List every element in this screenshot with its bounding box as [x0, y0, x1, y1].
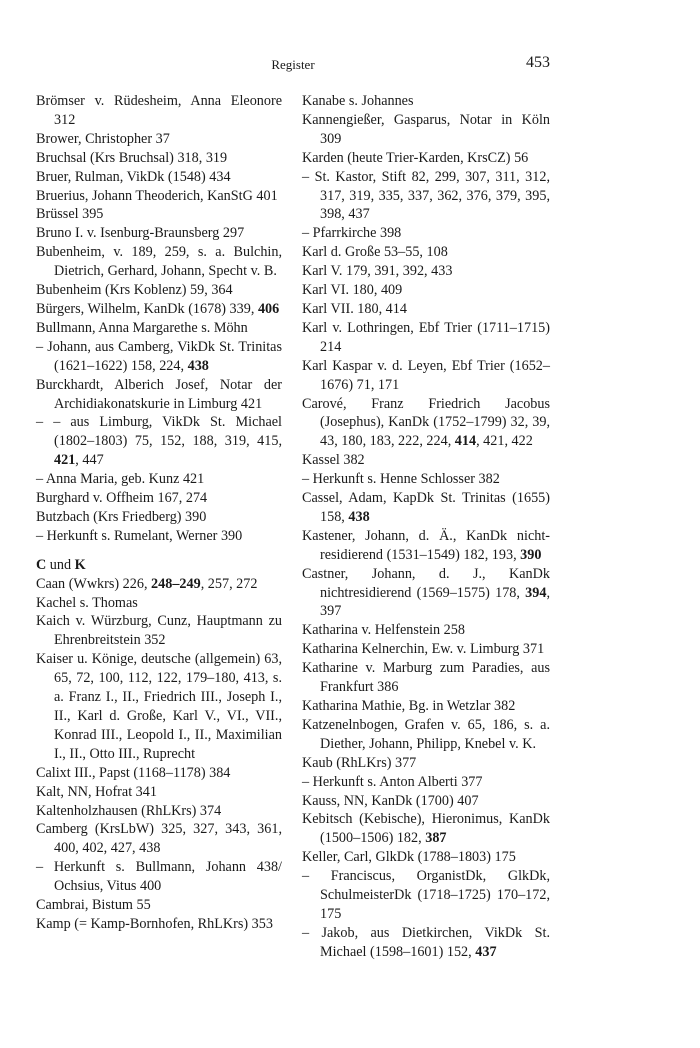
entry-text: Kaiser u. Könige, deutsche (allgemein) 63, 65, 72, 100, 112, 122, 179–180, 413, s. a. Franz I., II., Friedrich III., Joseph I., II., Karl d. Große, Karl V., VI., VII., Konrad III., Leopold I., II., Maximilian I., II., Otto III., Ruprecht	[36, 651, 282, 762]
index-entry	[36, 594, 282, 613]
entry-text: Camberg (KrsLbW) 325, 327, 343, 361, 400, 402, 427, 438	[36, 821, 282, 857]
entry-text: , 447	[75, 452, 104, 469]
bold-reference: 437	[475, 943, 497, 960]
entry-text: Calixt III., Papst (1168–1178) 384	[36, 764, 231, 781]
entry-text: Butzbach (Krs Friedberg) 390	[36, 508, 207, 525]
index-entry	[36, 650, 282, 763]
entry-text: Karl d. Große 53–55, 108	[302, 244, 448, 261]
index-entry	[36, 300, 282, 319]
index-entry	[36, 168, 282, 187]
index-entry	[36, 470, 282, 489]
entry-text: Katzenelnbogen, Grafen v. 65, 186, s. a. Diether, Johann, Philipp, Knebel v. K.	[302, 716, 550, 752]
index-entry	[302, 111, 550, 149]
entry-text: – Franciscus, OrganistDk, GlkDk, SchulmeisterDk (1718–1725) 170–172, 175	[302, 868, 550, 922]
entry-text: Kachel s. Thomas	[36, 594, 138, 611]
entry-text: Bullmann, Anna Margarethe s. Möhn	[36, 319, 248, 336]
entry-text: Kalt, NN, Hofrat 341	[36, 783, 157, 800]
index-column-left	[36, 92, 282, 934]
entry-text: und	[46, 556, 75, 573]
entry-text: Kamp (= Kamp-Bornhofen, RhLKrs) 353	[36, 915, 273, 932]
index-entry	[36, 413, 282, 470]
index-entry	[36, 319, 282, 338]
index-entry	[36, 149, 282, 168]
entry-text: – Herkunft s. Bullmann, Johann 438/ Ochsius, Vitus 400	[36, 859, 282, 895]
bold-reference: K	[74, 556, 86, 573]
index-entry	[302, 224, 550, 243]
index-entry	[302, 810, 550, 848]
entry-text: Kanabe s. Johannes	[302, 93, 414, 109]
index-entry	[302, 149, 550, 168]
bold-reference: 394	[525, 584, 547, 601]
entry-text: , 397	[320, 584, 550, 620]
index-entry	[302, 773, 550, 792]
index-entry	[302, 848, 550, 867]
entry-text: Bruchsal (Krs Bruchsal) 318, 319	[36, 149, 228, 166]
index-entry	[302, 924, 550, 962]
bold-reference: 438	[348, 508, 370, 525]
entry-text: Bruno I. v. Isenburg-Braunsberg 297	[36, 225, 245, 242]
entry-text: , 421, 422	[476, 433, 533, 450]
entry-text: Carové, Franz Friedrich Jacobus (Josephus), KanDk (1752–1799) 32, 39, 43, 180, 183, 222, 224,	[302, 395, 550, 450]
entry-text: – Johann, aus Camberg, VikDk St. Trinitas (1621–1622) 158, 224,	[36, 338, 282, 374]
index-entry	[36, 187, 282, 206]
running-head: Register	[271, 57, 315, 72]
index-entry	[302, 565, 550, 622]
bold-reference: 390	[520, 546, 542, 563]
page-number: 453	[526, 54, 550, 71]
bold-reference: 414	[454, 433, 477, 450]
entry-text: Kannengießer, Gasparus, Notar in Köln 309	[302, 111, 550, 147]
index-entry	[36, 508, 282, 527]
entry-text: Katharina Mathie, Bg. in Wetzlar 382	[302, 698, 516, 714]
bold-reference: 248–249	[151, 575, 201, 592]
index-entry	[36, 489, 282, 508]
index-entry	[36, 243, 282, 281]
index-entry	[302, 527, 550, 565]
index-entry	[36, 92, 282, 130]
index-entry	[302, 640, 550, 659]
index-entry	[302, 319, 550, 357]
entry-text: Keller, Carl, GlkDk (1788–1803) 175	[302, 849, 516, 866]
index-entry	[302, 168, 550, 225]
entry-text: Katharine v. Marburg zum Paradies, aus Frankfurt 386	[302, 660, 550, 696]
entry-text: Burghard v. Offheim 167, 274	[36, 490, 208, 507]
bold-reference: 406	[257, 300, 280, 317]
entry-text: Katharina Kelnerchin, Ew. v. Limburg 371	[302, 641, 545, 658]
index-entry	[36, 130, 282, 149]
index-column-right	[302, 92, 550, 962]
entry-text: – Jakob, aus Dietkirchen, VikDk St. Michael (1598–1601) 152,	[302, 924, 550, 960]
index-entry	[302, 489, 550, 527]
entry-text: – Herkunft s. Anton Alberti 377	[302, 773, 483, 790]
entry-text: Cassel, Adam, KapDk St. Trinitas (1655) 158,	[302, 490, 550, 525]
index-entry	[302, 243, 550, 262]
index-entry	[302, 792, 550, 811]
entry-text: Kaich v. Würzburg, Cunz, Hauptmann zu Ehrenbreitstein 352	[36, 613, 282, 649]
index-entry	[302, 470, 550, 489]
index-entry	[36, 205, 282, 224]
entry-text: Karl Kaspar v. d. Leyen, Ebf Trier (1652–1676) 71, 171	[302, 357, 550, 393]
index-entry	[302, 395, 550, 452]
entry-text: Caan (Wwkrs) 226,	[36, 575, 152, 592]
entry-text: , 257, 272	[200, 575, 258, 592]
bold-reference: C	[36, 556, 47, 573]
entry-text: – Herkunft s. Rumelant, Werner 390	[36, 527, 243, 544]
section-heading	[36, 556, 282, 575]
index-entry	[36, 764, 282, 783]
entry-text: Bubenheim (Krs Koblenz) 59, 364	[36, 282, 233, 299]
index-entry	[36, 338, 282, 376]
bold-reference: 421	[54, 452, 76, 469]
bold-reference: 387	[425, 830, 447, 847]
index-entry	[36, 612, 282, 650]
index-entry	[36, 915, 282, 934]
index-entry	[302, 659, 550, 697]
entry-text: Castner, Johann, d. J., KanDk nichtresidierend (1569–1575) 178,	[302, 565, 550, 601]
index-entry	[302, 697, 550, 716]
index-entry	[302, 716, 550, 754]
entry-text: Karl VI. 180, 409	[302, 282, 403, 299]
index-entry	[302, 621, 550, 640]
entry-text: Brüssel 395	[36, 206, 104, 223]
index-entry	[36, 281, 282, 300]
entry-text: Karl V. 179, 391, 392, 433	[302, 263, 453, 280]
entry-text: Kastener, Johann, d. Ä., KanDk nicht-residierend (1531–1549) 182, 193,	[302, 527, 550, 563]
entry-text: Kebitsch (Kebische), Hieronimus, KanDk (1500–1506) 182,	[302, 811, 550, 847]
index-entry	[36, 783, 282, 802]
entry-text: Bruerius, Johann Theoderich, KanStG 401	[36, 187, 278, 204]
index-entry	[36, 896, 282, 915]
entry-text: Burckhardt, Alberich Josef, Notar der Archidiakonatskurie in Limburg 421	[36, 376, 282, 412]
index-entry	[302, 867, 550, 924]
index-entry	[36, 527, 282, 546]
entry-text: Brömser v. Rüdesheim, Anna Eleonore 312	[36, 93, 282, 128]
entry-text: Karl VII. 180, 414	[302, 300, 407, 317]
entry-text: Brower, Christopher 37	[36, 130, 170, 147]
entry-text: Bürgers, Wilhelm, KanDk (1678) 339,	[36, 300, 258, 317]
entry-text: Bubenheim, v. 189, 259, s. a. Bulchin, Dietrich, Gerhard, Johann, Specht v. B.	[36, 244, 282, 280]
index-entry	[302, 300, 550, 319]
entry-text: – Pfarrkirche 398	[302, 225, 402, 242]
index-entry	[302, 92, 550, 111]
entry-text: Kauss, NN, KanDk (1700) 407	[302, 792, 479, 809]
entry-text: Katharina v. Helfenstein 258	[302, 622, 465, 639]
entry-text: Kaub (RhLKrs) 377	[302, 754, 417, 771]
entry-text: Karl v. Lothringen, Ebf Trier (1711–1715) 214	[302, 319, 550, 355]
index-entry	[36, 858, 282, 896]
index-entry	[302, 451, 550, 470]
index-entry	[36, 376, 282, 414]
index-entry	[302, 281, 550, 300]
index-entry	[36, 575, 282, 594]
entry-text: – St. Kastor, Stift 82, 299, 307, 311, 312, 317, 319, 335, 337, 362, 376, 379, 395, 398, 437	[302, 168, 550, 223]
index-entry	[36, 224, 282, 243]
entry-text: – Herkunft s. Henne Schlosser 382	[302, 471, 500, 488]
bold-reference: 438	[187, 357, 209, 374]
page-header	[36, 54, 550, 76]
index-entry	[36, 820, 282, 858]
entry-text: Bruer, Rulman, VikDk (1548) 434	[36, 168, 231, 185]
entry-text: – Anna Maria, geb. Kunz 421	[36, 471, 205, 488]
index-entry	[302, 754, 550, 773]
entry-text: – – aus Limburg, VikDk St. Michael (1802–1803) 75, 152, 188, 319, 415,	[36, 414, 282, 450]
entry-text: Kaltenholzhausen (RhLKrs) 374	[36, 802, 222, 819]
index-entry	[36, 802, 282, 821]
entry-text: Cambrai, Bistum 55	[36, 897, 151, 914]
entry-text: Karden (heute Trier-Karden, KrsCZ) 56	[302, 149, 529, 166]
index-entry	[302, 262, 550, 281]
entry-text: Kassel 382	[302, 452, 365, 469]
index-entry	[302, 357, 550, 395]
